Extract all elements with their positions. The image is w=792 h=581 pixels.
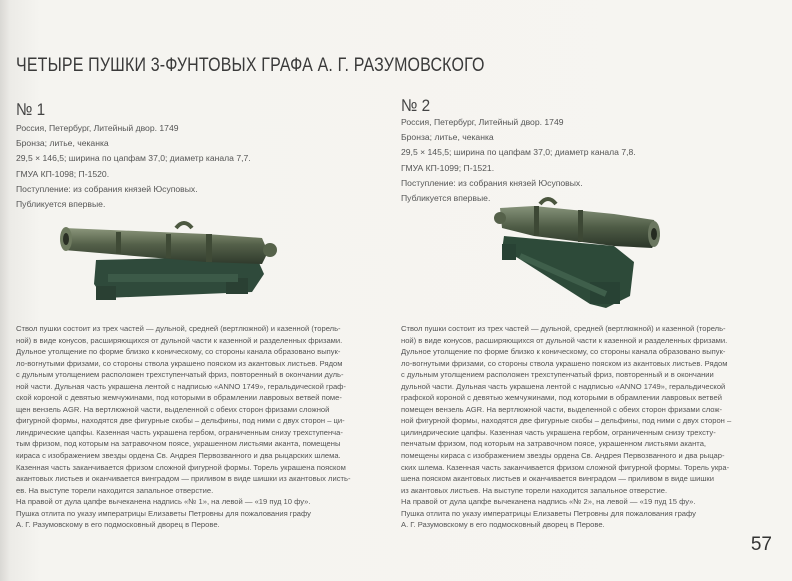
item-1-text-line: фигурной формы, находятся две фигурные скобы – дельфины, под ними с двух сторон – ци- — [16, 416, 345, 426]
item-2-text-line: пенчатым фризом, под которым на затравочном поясе, украшенном листьями аканта, — [401, 439, 707, 449]
item-2-text-line: из акантовых листьев. На выступе торели находится запальное отверстие. — [401, 485, 668, 495]
item-1-text-line: Дульное утолщение по форме близко к коническому, со стороны канала образовано выпук- — [16, 347, 341, 357]
item-2-material: Бронза; литье, чеканка — [401, 132, 494, 143]
item-2-text-line: На правой от дула цапфе вычеканена надпись «№ 2», на левой — «19 пуд 15 фу». — [401, 497, 696, 507]
item-1-text-line: Пушка отлита по указу императрицы Елизаветы Петровны для пожалования графу — [16, 508, 311, 518]
item-1-meta — [16, 121, 251, 212]
item-2-text-line: цилиндрические цапфы. Казенная часть украшена гербом, ограниченным снизу трехсту- — [401, 427, 716, 437]
item-1-text-line: А. Г. Разумовскому в его подмосковный дворец в Перове. — [16, 520, 220, 530]
item-1-text-line: На правой от дула цапфе вычеканена надпись «№ 1», на левой — «19 пуд 10 фу». — [16, 497, 311, 507]
item-1-origin: Россия, Петербург, Литейный двор. 1749 — [16, 123, 179, 133]
item-2-text-line: ной фигурной формы, находятся две фигурные скобы – дельфины, под ними с двух сторон – — [401, 416, 732, 426]
item-1-text-line: акантовых листьев и оканчивается винградом — приливом в виде шишки из акантовых листь- — [16, 474, 351, 484]
item-1-text-line: ской короной с девятью жемчужинами, под которыми в обрамлении лавровых ветвей поме- — [16, 393, 342, 403]
item-1-text-line: ной части. Дульная часть украшена лентой с надписью «ANNO 1749», геральдической граф- — [16, 381, 346, 391]
item-1-text-line: тым фризом, под которым на затравочном поясе, украшенном листьями аканта, помещены — [16, 439, 341, 449]
item-1-text-line: Ствол пушки состоит из трех частей — дульной, средней (вертлюжной) и казенной (торель- — [16, 324, 341, 333]
page-number: 57 — [750, 534, 772, 555]
item-1-text-line: линдрические цапфы. Казенная часть украшена гербом, ограниченным снизу трехступенча- — [16, 427, 343, 437]
item-1-text-line: с дульным утолщением расположен трехступенчатый фриз, повторенный в окончании дуль- — [16, 370, 344, 380]
item-2-text-line: А. Г. Разумовскому в его подмосковный дворец в Перове. — [401, 520, 605, 530]
item-2-number: № 2 — [401, 96, 431, 115]
item-2-text-line: ло-вогнутыми фризами, со стороны ствола украшено пояском из акантовых листьев. Рядом — [401, 358, 728, 368]
item-1-inventory: ГМУА КП-1098; П-1520. — [16, 168, 110, 179]
item-2-text-line: помещены кираса с изображением звезды ордена Св. Андрея Первозванного и два рыцар- — [401, 451, 725, 461]
item-2-inventory: ГМУА КП-1099; П-1521. — [401, 162, 495, 173]
item-1-description — [16, 323, 378, 531]
item-1-text-line: щен вензель AGR. На вертлюжной части, выделенной с обеих сторон фризами сложной — [16, 404, 330, 414]
item-2-meta — [401, 115, 636, 206]
item-2-text-line: Дульное утолщение по форме близко к коническому, со стороны канала образовано выпук- — [401, 347, 726, 357]
item-1-text-line: Казенная часть заканчивается фризом сложной фигурной формы. Торель украшена пояском — [16, 462, 346, 472]
cannon-2-image — [494, 196, 666, 314]
item-1-text-line: ев. На выступе торели находится запальное отверстие. — [16, 485, 214, 495]
item-2-description — [401, 323, 773, 531]
item-1-provenance: Поступление: из собрания князей Юсуповых. — [16, 183, 198, 194]
item-2-text-line: дульной части. Дульная часть украшена лентой с надписью «ANNO 1749», геральдической — [401, 381, 726, 391]
item-2-text-line: Пушка отлита по указу императрицы Елизаветы Петровны для пожалования графу — [401, 508, 696, 518]
item-2-text-line: Ствол пушки состоит из трех частей — дульной, средней (вертлюжной) и казенной (торель- — [401, 324, 726, 333]
item-2-text-line: ной) в виде конусов, расширяющихся от дульной части к казенной и разделенных фризами. — [401, 335, 728, 345]
item-2-text-line: помещен вензель AGR. На вертлюжной части, выделенной с обеих сторон фризами слож- — [401, 404, 723, 414]
item-2-text-line: графской короной с девятью жемчужинами, под которыми в обрамлении лавровых ветвей — [401, 393, 722, 403]
item-1-text-line: кираса с изображением звезды ордена Св. Андрея Первозванного и два рыцарских шлема. — [16, 451, 341, 461]
item-1-text-line: ло-вогнутыми фризами, со стороны ствола украшено пояском из акантовых листьев. Рядом — [16, 358, 343, 368]
item-1-dimensions: 29,5 × 146,5; ширина по цапфам 37,0; диаметр канала 7,7. — [16, 153, 251, 164]
item-1-text-line: ной) в виде конусов, расширяющихся от дульной части к казенной и разделенных фризами. — [16, 335, 343, 345]
page-title: ЧЕТЫРЕ ПУШКИ 3-ФУНТОВЫХ ГРАФА А. Г. РАЗУМОВСКОГО — [16, 54, 485, 76]
item-2-publication: Публикуется впервые. — [401, 193, 491, 204]
item-2-text-line: шена пояском акантовых листьев и оканчивается винградом — приливом в виде шишки — [401, 474, 714, 484]
item-2-text-line: с дульным утолщением расположен трехступенчатый фриз, повторенный и в окончании — [401, 370, 714, 380]
item-2-provenance: Поступление: из собрания князей Юсуповых. — [401, 177, 583, 188]
item-1-number: № 1 — [16, 100, 46, 119]
item-2-text-line: ских шлема. Казенная часть заканчивается фризом сложной фигурной формы. Торель укра- — [401, 462, 730, 472]
item-1-material: Бронза; литье, чеканка — [16, 138, 109, 149]
cannon-1-image — [56, 212, 278, 308]
item-1-publication: Публикуется впервые. — [16, 199, 106, 210]
item-2-dimensions: 29,5 × 145,5; ширина по цапфам 37,0; диаметр канала 7,8. — [401, 147, 636, 158]
item-2-origin: Россия, Петербург, Литейный двор. 1749 — [401, 117, 564, 127]
